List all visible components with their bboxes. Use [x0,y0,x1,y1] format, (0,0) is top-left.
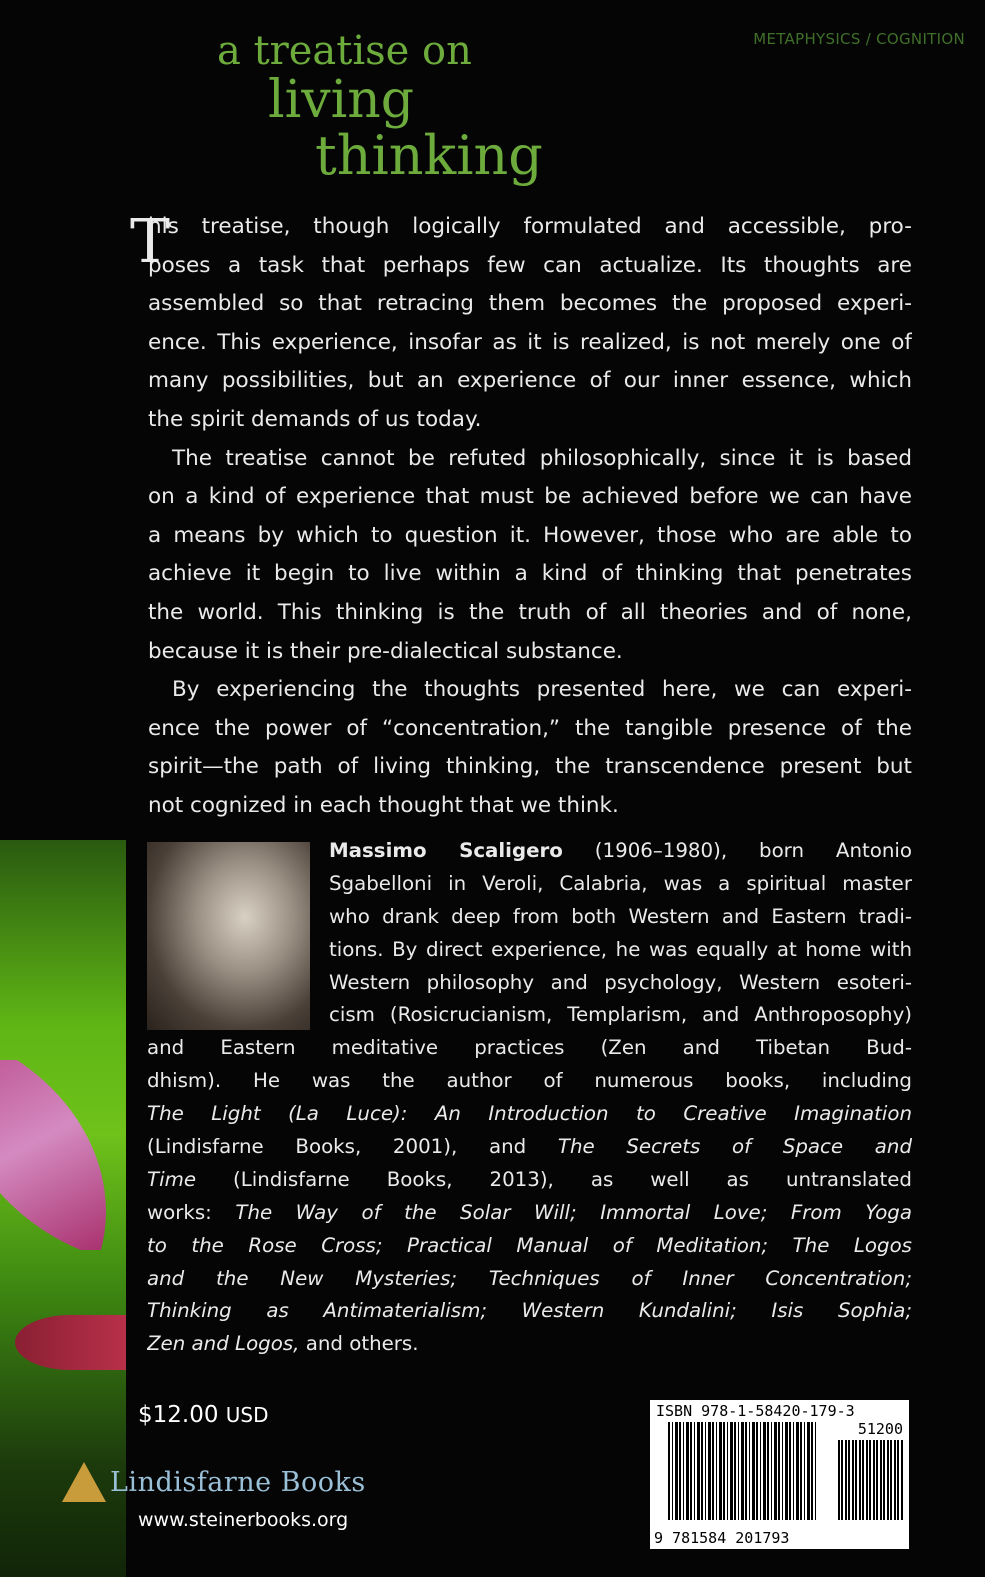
description-line: assembled so that retracing them becomes the proposed experi- [148,291,912,317]
bio-line [147,1328,912,1361]
bio-text: cism (Rosicrucianism, Templarism, and Anthroposophy) [329,1003,912,1027]
description [148,208,912,826]
author-name: Massimo Scaligero [329,839,563,862]
bio-text: Sgabelloni in Veroli, Calabria, was a spiritual master [329,871,912,895]
bio-line [147,1065,912,1098]
book-title-text: The Light (La Luce): An Introduction to Creative Imagination [147,1102,912,1126]
price-currency: USD [225,1403,269,1427]
bio-line [147,1230,912,1263]
description-line: many possibilities, but an experience of our inner essence, which [148,368,912,394]
book-title-text: Zen and Logos, [147,1332,300,1356]
lotus-petal-image-2 [15,1315,126,1370]
bio-text: and others. [299,1332,419,1356]
bio-line [147,1164,912,1197]
book-title-text: Time [147,1167,197,1191]
publisher-name: Lindisfarne Books [110,1466,366,1498]
bio-line [329,999,912,1032]
bio-line [329,934,912,967]
description-line: achieve it begin to live within a kind of thinking that penetrates [148,561,912,587]
bio-line [329,967,912,1000]
author-bio [147,835,912,1361]
description-line: ence the power of “concentration,” the tangible presence of the [148,715,912,741]
category-label: METAPHYSICS / COGNITION [753,30,965,48]
publisher-logo [62,1462,366,1502]
lotus-petal-image [0,1060,126,1250]
book-title-text: and the New Mysteries; Techniques of Inner Concentration; [147,1266,912,1290]
description-line: By experiencing the thoughts presented here, we can experi- [172,677,912,703]
triquetra-icon [62,1462,106,1502]
description-line: his treatise, though logically formulated and accessible, pro- [148,214,912,239]
description-line: poses a task that perhaps few can actualize. Its thoughts are [148,252,912,278]
description-line: ence. This experience, insofar as it is realized, is not merely one of [148,329,912,355]
title-line-3: thinking [315,124,543,187]
barcode-bars [668,1422,818,1520]
bio-text: tions. By direct experience, he was equally at home with [329,937,912,961]
bio-text: dhism). He was the author of numerous books, including [147,1069,912,1093]
description-line: The treatise cannot be refuted philosophically, since it is based [172,445,912,471]
price-code: 51200 [857,1420,903,1438]
bio-line [329,835,912,868]
price [138,1402,269,1428]
bio-line [147,1098,912,1131]
price-amount: $12.00 [138,1402,219,1428]
bio-text: (Lindisfarne Books, 2013), as well as untranslated [196,1167,912,1191]
bio-line [329,901,912,934]
book-title-text: Thinking as Antimaterialism; Western Kundalini; Isis Sophia; [147,1299,912,1323]
description-line: because it is their pre-dialectical substance. [148,638,623,664]
bio-line [147,1131,912,1164]
ean-number: 9 781584 201793 [654,1529,790,1547]
description-line: the world. This thinking is the truth of all theories and of none, [148,599,912,625]
book-title-text: to the Rose Cross; Practical Manual of Meditation; The Logos [147,1233,912,1257]
bio-text: Western philosophy and psychology, Western esoteri- [329,970,912,994]
bio-line [147,1197,912,1230]
bio-line [329,868,912,901]
bio-text: works: [147,1200,236,1224]
bio-line [147,1263,912,1296]
bio-text: (1906–1980), born Antonio [562,839,912,862]
isbn-text: ISBN 978-1-58420-179-3 [656,1402,855,1420]
drop-cap: T [130,207,171,277]
title-line-2: living [268,70,415,130]
title-line-1: a treatise on [217,28,472,74]
price-barcode-bars [838,1440,903,1520]
bio-line [147,1032,912,1065]
description-line: the spirit demands of us today. [148,406,482,432]
publisher-url: www.steinerbooks.org [138,1509,349,1531]
description-line: spirit—the path of living thinking, the transcendence present but [148,754,912,780]
bio-text: and Eastern meditative practices (Zen and Tibetan Bud- [147,1036,912,1060]
author-photo [147,842,310,1030]
book-title-text: The Way of the Solar Will; Immortal Love; From Yoga [235,1200,912,1224]
bio-text: (Lindisfarne Books, 2001), and [147,1135,558,1159]
description-line: on a kind of experience that must be achieved before we can have [148,484,912,510]
isbn-barcode [650,1400,909,1549]
book-title-text: The Secrets of Space and [557,1135,912,1159]
description-line: a means by which to question it. However, those who are able to [148,522,912,548]
bio-text: who drank deep from both Western and Eastern tradi- [329,904,912,928]
bio-line [147,1295,912,1328]
description-line: not cognized in each thought that we think. [148,792,619,818]
